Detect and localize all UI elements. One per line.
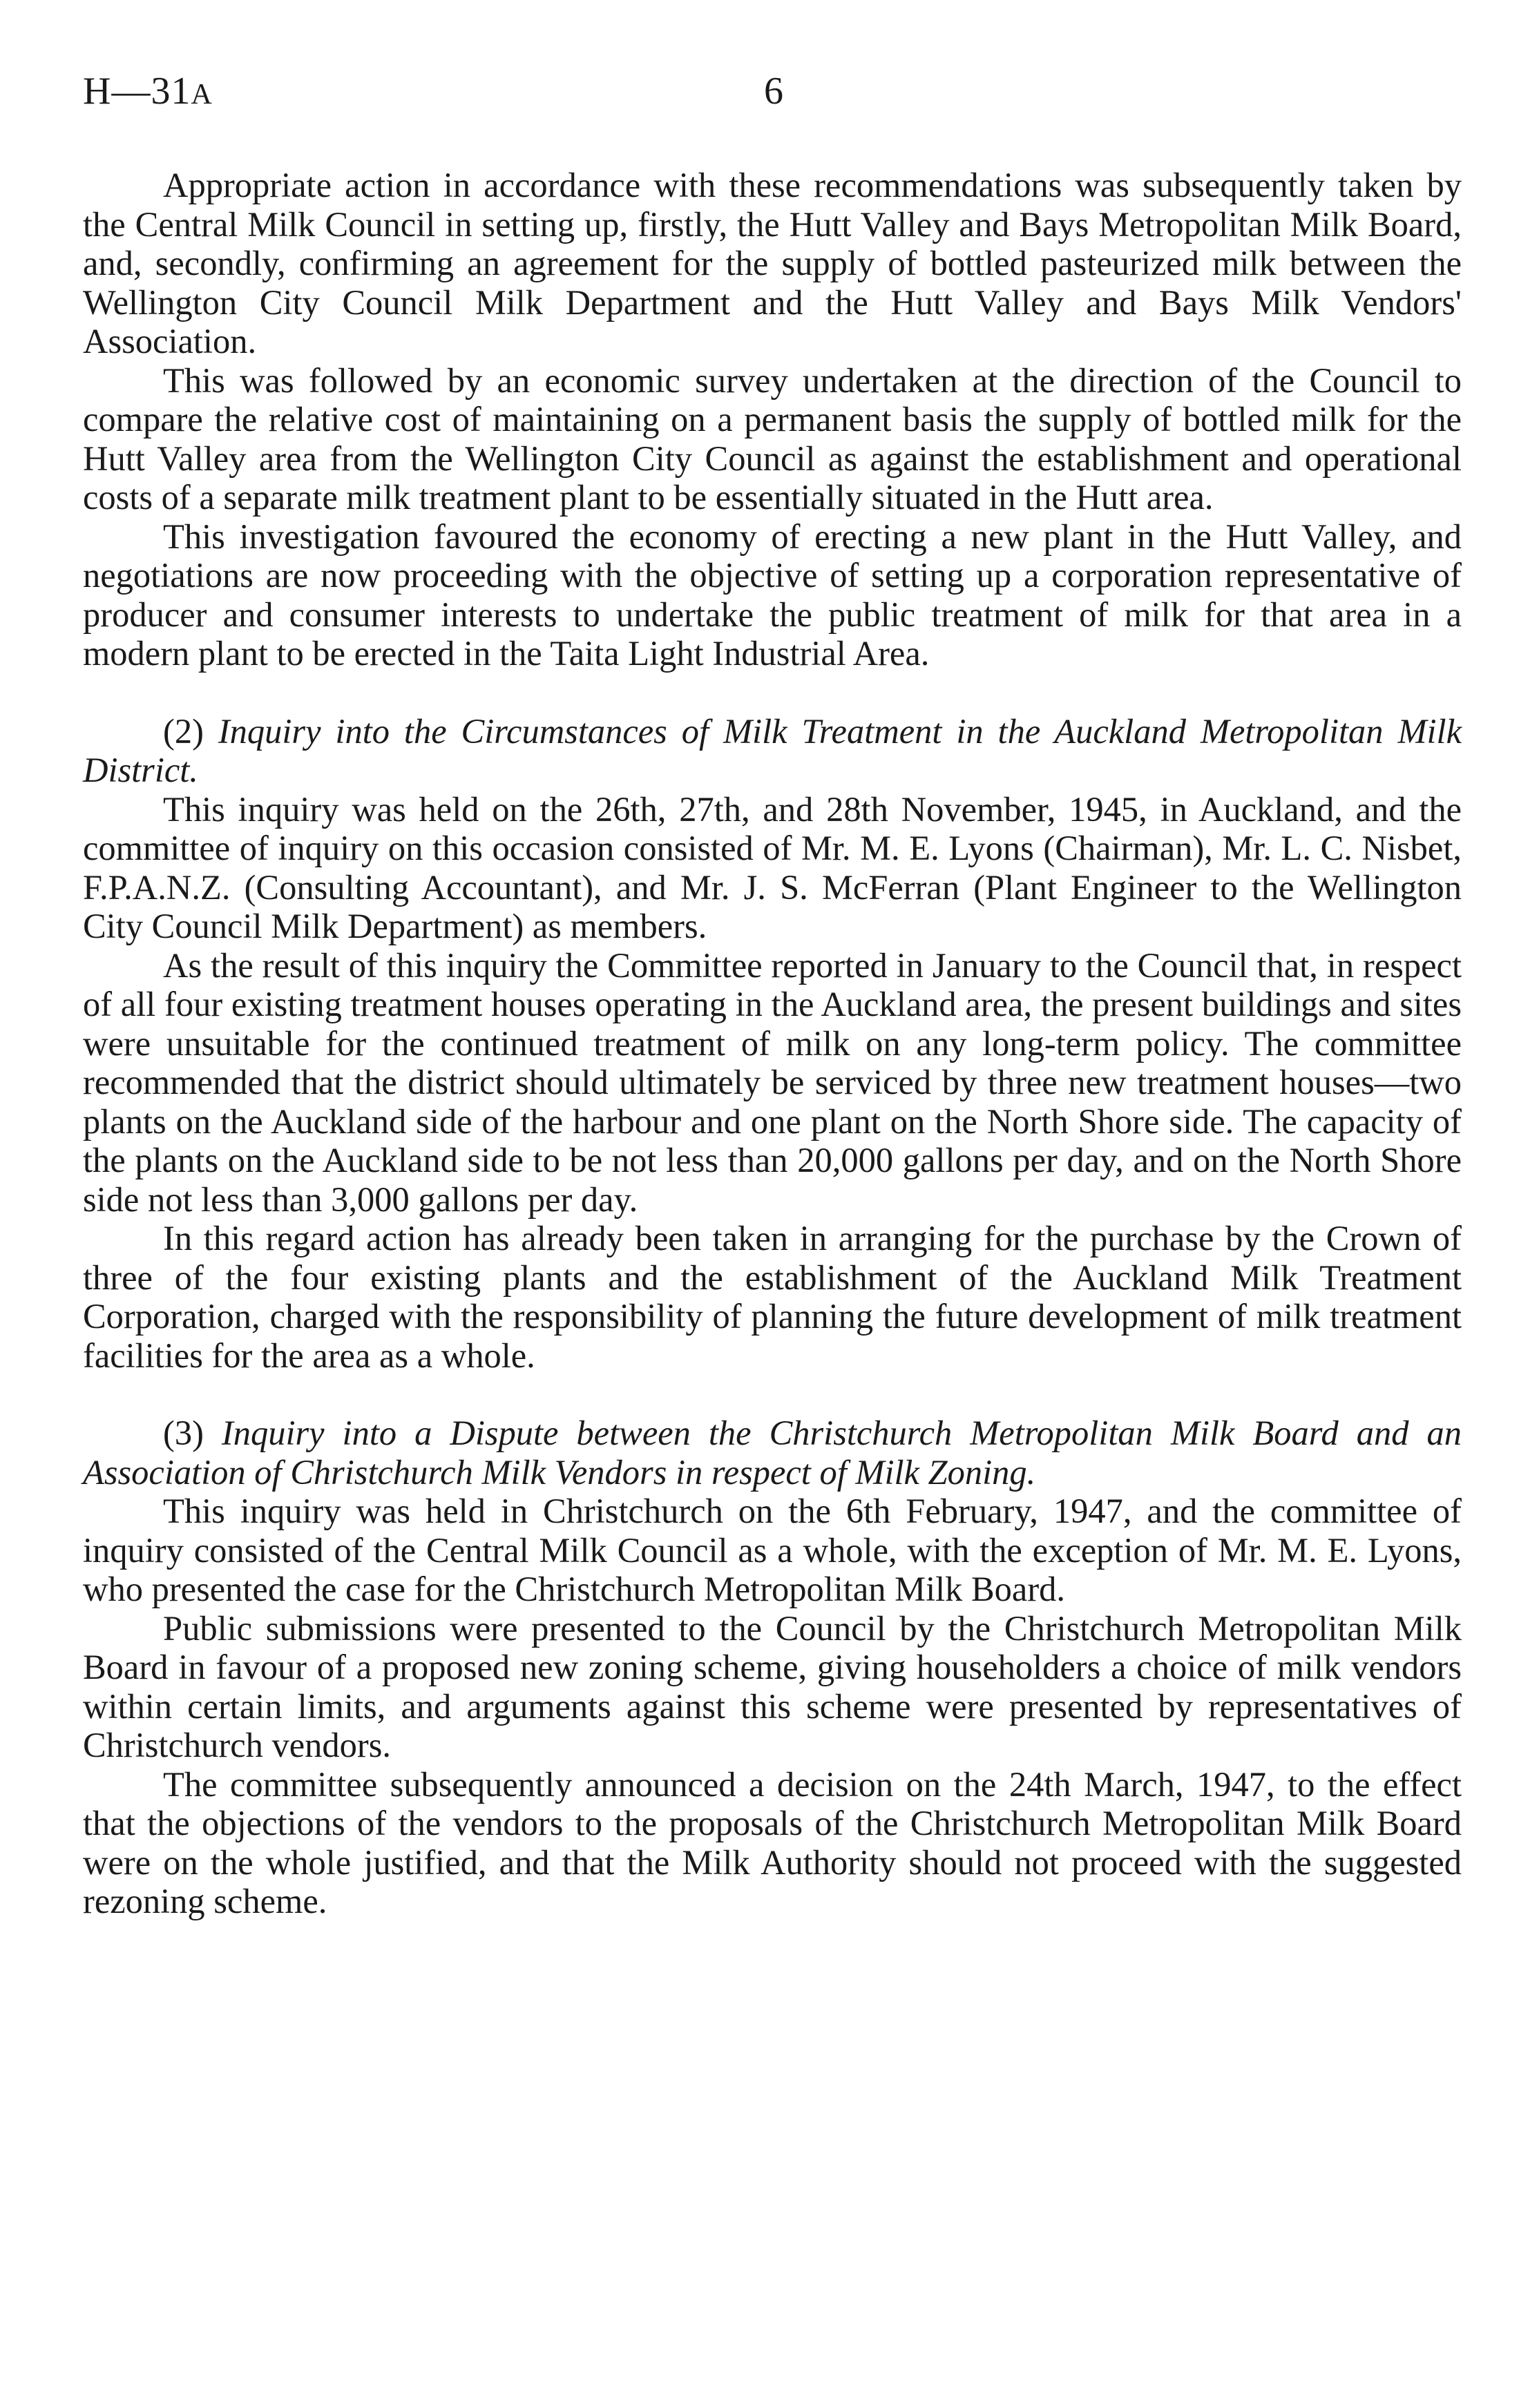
paragraph-christchurch-inquiry-held: This inquiry was held in Christchurch on the 6th February, 1947, and the committee of inquiry consisted of the Central Milk Council as a whole, with the exception of Mr. M. E. Lyons, who presented the case for the Christchurch Metropolitan Milk Board. bbox=[83, 1492, 1462, 1608]
section-heading-christchurch-dispute bbox=[83, 1414, 1462, 1492]
page-number: 6 bbox=[764, 70, 783, 113]
page-header bbox=[83, 69, 1464, 124]
paragraph-recommendations-action: Appropriate action in accordance with these recommendations was subsequently taken by the Central Milk Council in setting up, firstly, the Hutt Valley and Bays Metropolitan Milk Board, and, secondly, confirming an agreement for the supply of bottled pasteurized milk between the Wellington City Council Milk Department and the Hutt Valley and Bays Milk Vendors' Association. bbox=[83, 166, 1462, 360]
paragraph-auckland-inquiry-result: As the result of this inquiry the Committee reported in January to the Council that, in respect of all four existing treatment houses operating in the Auckland area, the present buildings and sites were unsuitable for the continued treatment of milk on any long-term policy. The committee recommended that the district should ultimately be serviced by three new treatment houses—two plants on the Auckland side of the harbour and one plant on the North Shore side. The capacity of the plants on the Auckland side to be not less than 20,000 gallons per day, and on the North Shore side not less than 3,000 gallons per day. bbox=[83, 945, 1462, 1219]
document-code-suffix: A bbox=[191, 79, 213, 110]
section-heading-auckland-inquiry bbox=[83, 712, 1462, 790]
paragraph-investigation-result: This investigation favoured the economy of erecting a new plant in the Hutt Valley, and negotiations are now proceeding with the objective of setting up a corporation representative of producer and consumer interests to undertake the public treatment of milk for that area in a modern plant to be erected in the Taita Light Industrial Area. bbox=[83, 517, 1462, 673]
paragraph-economic-survey: This was followed by an economic survey undertaken at the direction of the Council to compare the relative cost of maintaining on a permanent basis the supply of bottled milk for the Hutt Valley area from the Wellington City Council as against the establishment and operational costs of a separate milk treatment plant to be essentially situated in the Hutt area. bbox=[83, 360, 1462, 517]
paragraph-christchurch-submissions: Public submissions were presented to the Council by the Christchurch Metropolitan Milk Board in favour of a proposed new zoning scheme, giving householders a choice of milk vendors within certain limits, and arguments against this scheme were presented by representatives of Christchurch vendors. bbox=[83, 1608, 1462, 1764]
paragraph-auckland-action: In this regard action has already been taken in arranging for the purchase by the Crown of three of the four existing plants and the establishment of the Auckland Milk Treatment Corporation, charged with the responsibility of planning the future development of milk treatment facilities for the area as a whole. bbox=[83, 1219, 1462, 1375]
section-title: Inquiry into a Dispute between the Christchurch Metropolitan Milk Board and an Association of Christchurch Milk Vendors in respect of Milk Zoning. bbox=[83, 1414, 1462, 1492]
document-code-main: H—31 bbox=[83, 70, 191, 113]
section-title: Inquiry into the Circumstances of Milk Treatment in the Auckland Metropolitan Milk District. bbox=[83, 711, 1462, 789]
section-number: (2) bbox=[163, 711, 218, 751]
paragraph-christchurch-decision: The committee subsequently announced a decision on the 24th March, 1947, to the effect that the objections of the vendors to the proposals of the Christchurch Metropolitan Milk Board were on the whole justified, and that the Milk Authority should not proceed with the suggested rezoning scheme. bbox=[83, 1764, 1462, 1920]
section-number: (3) bbox=[163, 1414, 222, 1452]
page-body bbox=[83, 166, 1462, 1921]
paragraph-auckland-inquiry-held: This inquiry was held on the 26th, 27th, and 28th November, 1945, in Auckland, and the committee of inquiry on this occasion consisted of Mr. M. E. Lyons (Chairman), Mr. L. C. Nisbet, F.P.A.N.Z. (Consulting Accountant), and Mr. J. S. McFerran (Plant Engineer to the Wellington City Council Milk Department) as members. bbox=[83, 789, 1462, 945]
